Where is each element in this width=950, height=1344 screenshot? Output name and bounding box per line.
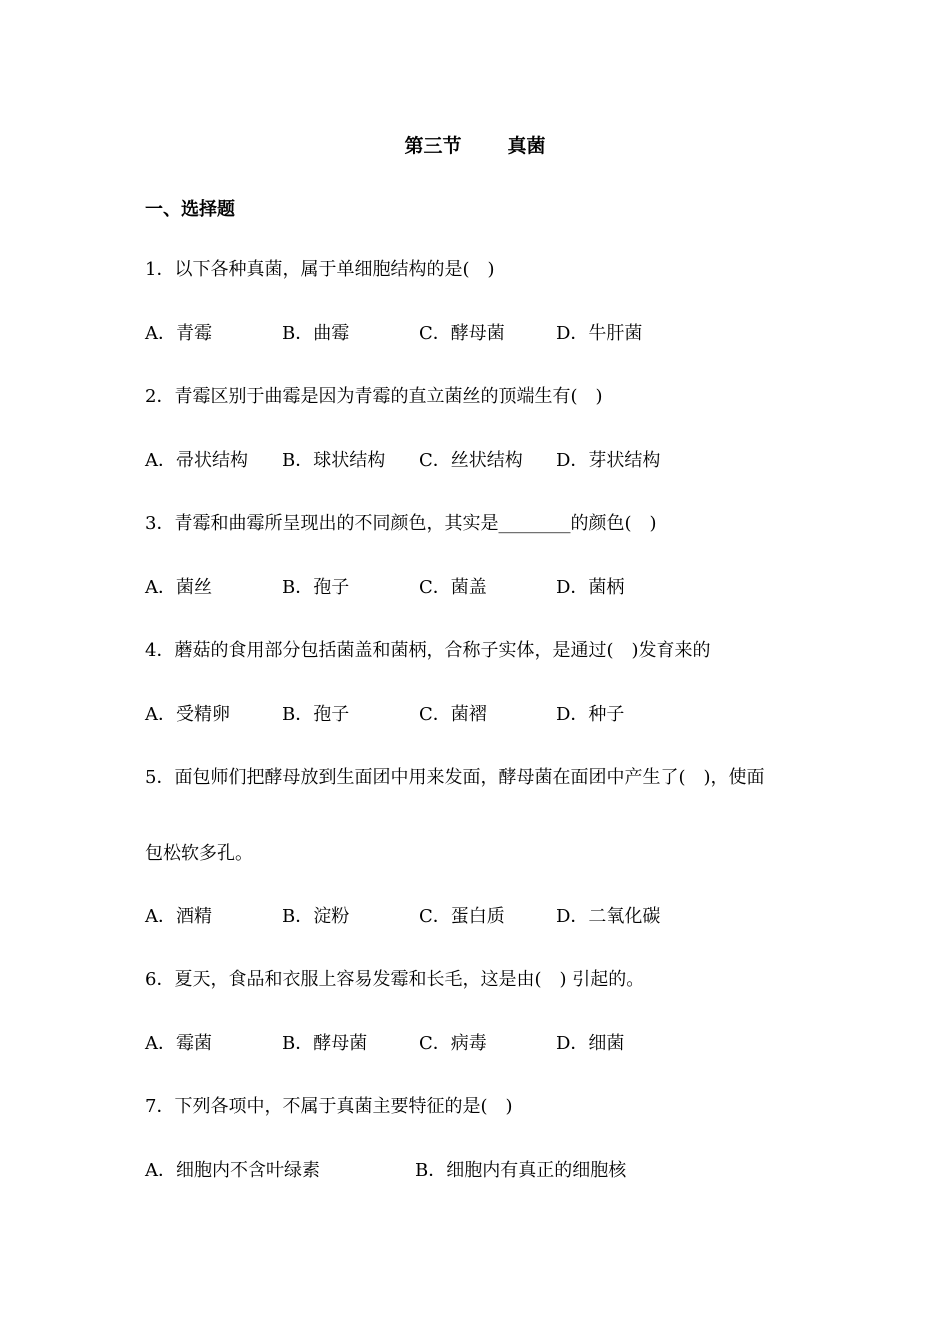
question-2-option-a: A．帚状结构	[145, 450, 248, 471]
question-3-option-b: B．孢子	[282, 577, 350, 598]
title-part-1: 第三节	[404, 135, 462, 157]
question-4-option-c: C．菌褶	[419, 704, 487, 725]
page-title	[0, 131, 950, 158]
question-5-option-c: C．蛋白质	[419, 906, 505, 927]
question-4-option-b: B．孢子	[282, 704, 350, 725]
question-5-stem: 5．面包师们把酵母放到生面团中用来发面，酵母菌在面团中产生了( )，使面	[145, 767, 765, 788]
question-5-option-a: A．酒精	[145, 906, 212, 927]
question-7-option-a: A．细胞内不含叶绿素	[145, 1160, 320, 1181]
question-5-option-d: D．二氧化碳	[556, 906, 661, 927]
question-6-stem: 6．夏天，食品和衣服上容易发霉和长毛，这是由( ) 引起的。	[145, 969, 645, 990]
question-4-option-a: A．受精卵	[145, 704, 230, 725]
question-1-stem: 1．以下各种真菌，属于单细胞结构的是( )	[145, 259, 495, 280]
question-1-option-b: B．曲霉	[282, 323, 350, 344]
question-2-stem: 2．青霉区别于曲霉是因为青霉的直立菌丝的顶端生有( )	[145, 386, 603, 407]
question-7-stem: 7．下列各项中，不属于真菌主要特征的是( )	[145, 1096, 513, 1117]
question-1-option-a: A．青霉	[145, 323, 212, 344]
question-3-option-d: D．菌柄	[556, 577, 625, 598]
question-4-stem: 4．蘑菇的食用部分包括菌盖和菌柄，合称子实体，是通过( )发育来的	[145, 640, 711, 661]
question-6-option-c: C．病毒	[419, 1033, 487, 1054]
section-heading: 一、选择题	[145, 199, 235, 220]
question-1-option-d: D．牛肝菌	[556, 323, 643, 344]
question-3-option-a: A．菌丝	[145, 577, 212, 598]
question-4-option-d: D．种子	[556, 704, 625, 725]
question-3-option-c: C．菌盖	[419, 577, 487, 598]
question-5-stem-continuation: 包松软多孔。	[145, 843, 253, 864]
question-6-option-a: A．霉菌	[145, 1033, 212, 1054]
question-3-stem: 3．青霉和曲霉所呈现出的不同颜色，其实是________的颜色( )	[145, 513, 657, 534]
question-2-option-d: D．芽状结构	[556, 450, 661, 471]
question-2-option-c: C．丝状结构	[419, 450, 523, 471]
question-7-option-b: B．细胞内有真正的细胞核	[415, 1160, 627, 1181]
question-2-option-b: B．球状结构	[282, 450, 386, 471]
title-part-2: 真菌	[507, 135, 546, 157]
question-6-option-b: B．酵母菌	[282, 1033, 368, 1054]
question-6-option-d: D．细菌	[556, 1033, 625, 1054]
question-1-option-c: C．酵母菌	[419, 323, 505, 344]
question-5-option-b: B．淀粉	[282, 906, 350, 927]
